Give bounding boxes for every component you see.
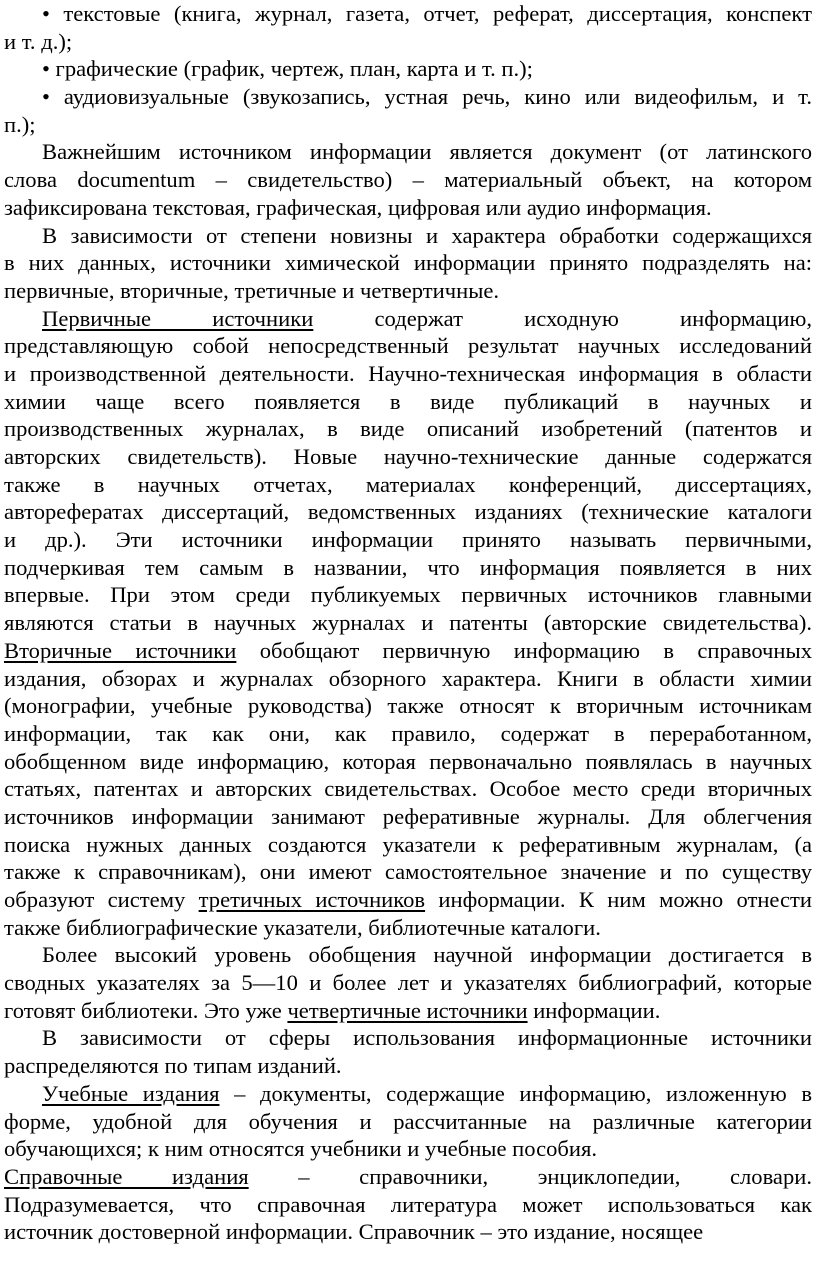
line-text: п.); (4, 111, 36, 137)
line-text: – документы, содержащие информацию, изложенную в (219, 1080, 812, 1106)
text-line (4, 277, 812, 305)
line-text: являются статьи в научных журналах и патенты (авторские свидетельства). (4, 610, 812, 636)
line-text: и производственной деятельности. Научно-техническая информация в области (4, 360, 812, 386)
line-text: и др.). Эти источники информации принято называть первичными, (4, 527, 812, 553)
line-text: информации, так как они, как правило, содержат в переработанном, (4, 720, 812, 746)
text-line (4, 138, 812, 166)
text-line (4, 886, 812, 914)
line-text: форме, удобной для обучения и рассчитанные на различные категории (4, 1108, 812, 1134)
underlined-term: Вторичные источники (4, 637, 237, 663)
text-line (4, 803, 812, 831)
line-text: Более высокий уровень обобщения научной информации достигается в (42, 942, 812, 968)
text-line (4, 415, 812, 443)
text-line (4, 581, 812, 609)
underlined-term: Первичные источники (42, 305, 314, 331)
line-text: источников информации занимают реферативные журналы. Для облегчения (4, 803, 812, 829)
text-line (4, 83, 812, 111)
text-line (4, 665, 812, 693)
line-text: содержат исходную информацию, (313, 305, 812, 331)
line-text: представляющую собой непосредственный результат научных исследований (4, 333, 812, 359)
line-text: В зависимости от сферы использования информационные источники (42, 1025, 812, 1051)
line-text: источник достоверной информации. Справочник – это издание, носящее (4, 1219, 704, 1245)
line-text: – справочники, энциклопедии, словари. (248, 1163, 812, 1189)
text-line (4, 969, 812, 997)
line-text: информации. (527, 997, 661, 1023)
underlined-term: четвертичные источники (287, 997, 528, 1023)
line-text: производственных журналах, в виде описаний изобретений (патентов и (4, 416, 812, 442)
text-line (4, 1218, 812, 1246)
text-line (4, 1108, 812, 1136)
text-line (4, 222, 812, 250)
text-line (4, 692, 812, 720)
text-line (4, 914, 812, 942)
text-line (4, 166, 812, 194)
text-line (4, 332, 812, 360)
line-text: авторских свидетельств). Новые научно-технические данные содержатся (4, 444, 812, 469)
line-text: обучающихся; к ним относятся учебники и учебные пособия. (4, 1136, 598, 1162)
line-text: первичные, вторичные, третичные и четвертичные. (4, 277, 500, 303)
text-line (4, 1080, 812, 1108)
text-line (4, 941, 812, 969)
line-text: издания, обзорах и журналах обзорного характера. Книги в области химии (4, 665, 812, 691)
line-text: Важнейшим источником информации является документ (от латинского (42, 139, 812, 165)
text-line (4, 443, 812, 471)
line-text: • текстовые (книга, журнал, газета, отчет, реферат, диссертация, конспект (42, 1, 812, 26)
text-line (4, 1191, 812, 1219)
text-line (4, 831, 812, 859)
line-text: • аудиовизуальные (звукозапись, устная речь, кино или видеофильм, и т. (42, 84, 812, 110)
text-line (4, 997, 812, 1025)
line-text: также библиографические указатели, библиотечные каталоги. (4, 914, 601, 940)
line-text: впервые. При этом среди публикуемых первичных источников главными (4, 582, 812, 608)
text-line (4, 1163, 812, 1191)
underlined-term: Справочные издания (4, 1163, 249, 1189)
line-text: зафиксирована текстовая, графическая, цифровая или аудио информация. (4, 194, 712, 220)
line-text: сводных указателях за 5—10 и более лет и указателях библиографий, которые (4, 970, 812, 996)
line-text: также к справочникам), они имеют самостоятельное значение и по существу (4, 859, 812, 885)
line-prefix: образуют систему (4, 887, 199, 912)
text-line (4, 360, 812, 388)
line-text: также в научных отчетах, материалах конференций, диссертациях, (4, 471, 812, 497)
text-line (4, 1052, 812, 1080)
text-line (4, 471, 812, 499)
text-line (4, 858, 812, 886)
line-text: обобщенном виде информацию, которая первоначально появлялась в научных (4, 748, 812, 774)
line-text: распределяются по типам изданий. (4, 1053, 342, 1079)
line-text: химии чаще всего появляется в виде публикаций в научных и (4, 388, 812, 414)
line-text: В зависимости от степени новизны и характера обработки содержащихся (42, 222, 812, 248)
text-line (4, 194, 812, 222)
line-text: подчеркивая тем самым в названии, что информация появляется в них (4, 554, 812, 580)
line-text: и т. д.); (4, 28, 73, 54)
underlined-term: Учебные издания (42, 1080, 220, 1106)
text-line (4, 28, 812, 56)
line-text: • графические (график, чертеж, план, карта и т. п.); (42, 56, 533, 82)
text-line (4, 554, 812, 582)
line-text: авторефератах диссертаций, ведомственных изданиях (технические каталоги (4, 499, 812, 525)
line-text: (монографии, учебные руководства) также относят к вторичным источникам (4, 693, 812, 719)
text-line (4, 55, 812, 83)
text-line (4, 249, 812, 277)
text-line (4, 498, 812, 526)
text-line (4, 720, 812, 748)
line-text: обобщают первичную информацию в справочных (236, 637, 812, 663)
text-line (4, 748, 812, 776)
text-line (4, 1135, 812, 1163)
text-line (4, 0, 812, 28)
text-line (4, 637, 812, 665)
line-text: в них данных, источники химической информации принято подразделять на: (4, 250, 812, 276)
line-text: информации. К ним можно отнести (425, 887, 812, 912)
text-line (4, 305, 812, 333)
line-text: статьях, патентах и авторских свидетельствах. Особое место среди вторичных (4, 776, 812, 802)
underlined-term: третичных источников (198, 887, 426, 912)
text-line (4, 1024, 812, 1052)
line-text: слова documentum – свидетельство) – материальный объект, на котором (4, 167, 812, 193)
text-line (4, 526, 812, 554)
line-text: поиска нужных данных создаются указатели к реферативным журналам, (а (4, 831, 812, 857)
text-line (4, 388, 812, 416)
text-line (4, 111, 812, 139)
text-line (4, 775, 812, 803)
line-text: Подразумевается, что справочная литература может использоваться как (4, 1191, 812, 1217)
line-prefix: готовят библиотеки. Это уже (4, 997, 288, 1023)
text-line (4, 609, 812, 637)
